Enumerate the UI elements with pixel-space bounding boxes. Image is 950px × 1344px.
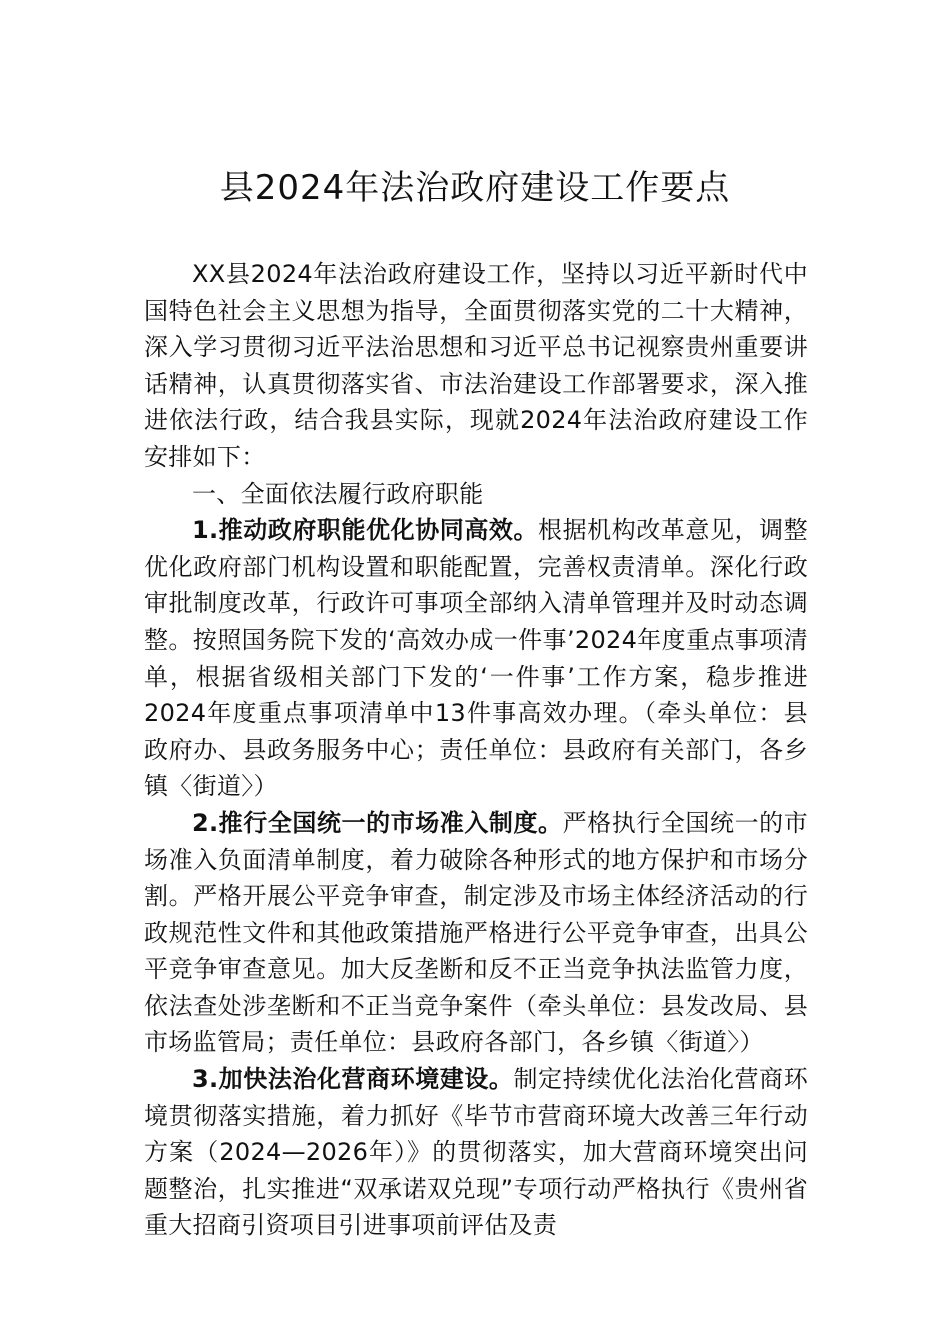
intro-paragraph: XX县2024年法治政府建设工作，坚持以习近平新时代中国特色社会主义思想为指导，全面贯彻落实党的二十大精神，深入学习贯彻习近平法治思想和习近平总书记视察贵州重要讲话精神，认真贯彻落实省、市法治建设工作部署要求，深入推进依法行政，结合我县实际，现就2024年法治政府建设工作安排如下： [144,260,808,471]
item-lead-2: 2.推行全国统一的市场准入制度。 [192,808,563,837]
item-text-2: 严格执行全国统一的市场准入负面清单制度，着力破除各种形式的地方保护和市场分割。严格开展公平竞争审查，制定涉及市场主体经济活动的行政规范性文件和其他政策措施严格进行公平竞争审查，出具公平竞争审查意见。加大反垄断和反不正当竞争执法监管力度，依法查处涉垄断和不正当竞争案件（牵头单位：县发改局、县市场监管局；责任单位：县政府各部门，各乡镇〈街道〉） [144,808,808,1057]
item-text-1: 根据机构改革意见，调整优化政府部门机构设置和职能配置，完善权责清单。深化行政审批制度改革，行政许可事项全部纳入清单管理并及时动态调整。按照国务院下发的‘高效办成一件事’2024年度重点事项清单，根据省级相关部门下发的‘一件事’工作方案，稳步推进2024年度重点事项清单中13件事高效办理。（牵头单位：县政府办、县政务服务中心；责任单位：县政府有关部门，各乡镇〈街道〉） [144,516,808,801]
item-paragraph-2 [144,805,808,1061]
item-lead-1: 1.推动政府职能优化协同高效。 [192,516,539,545]
item-text-3: 制定持续优化法治化营商环境贯彻落实措施，着力抓好《毕节市营商环境大改善三年行动方案（2024—2026年）》的贯彻落实，加大营商环境突出问题整治，扎实推进“双承诺双兑现”专项行动严格执行《贵州省重大招商引资项目引进事项前评估及责 [144,1065,808,1240]
document-body [144,256,808,1244]
item-paragraph-3 [144,1061,808,1244]
item-lead-3: 3.加快法治化营商环境建设。 [192,1065,514,1094]
item-paragraph-1 [144,512,808,805]
section-heading: 一、全面依法履行政府职能 [192,479,484,508]
document-title: 县2024年法治政府建设工作要点 [219,168,731,208]
